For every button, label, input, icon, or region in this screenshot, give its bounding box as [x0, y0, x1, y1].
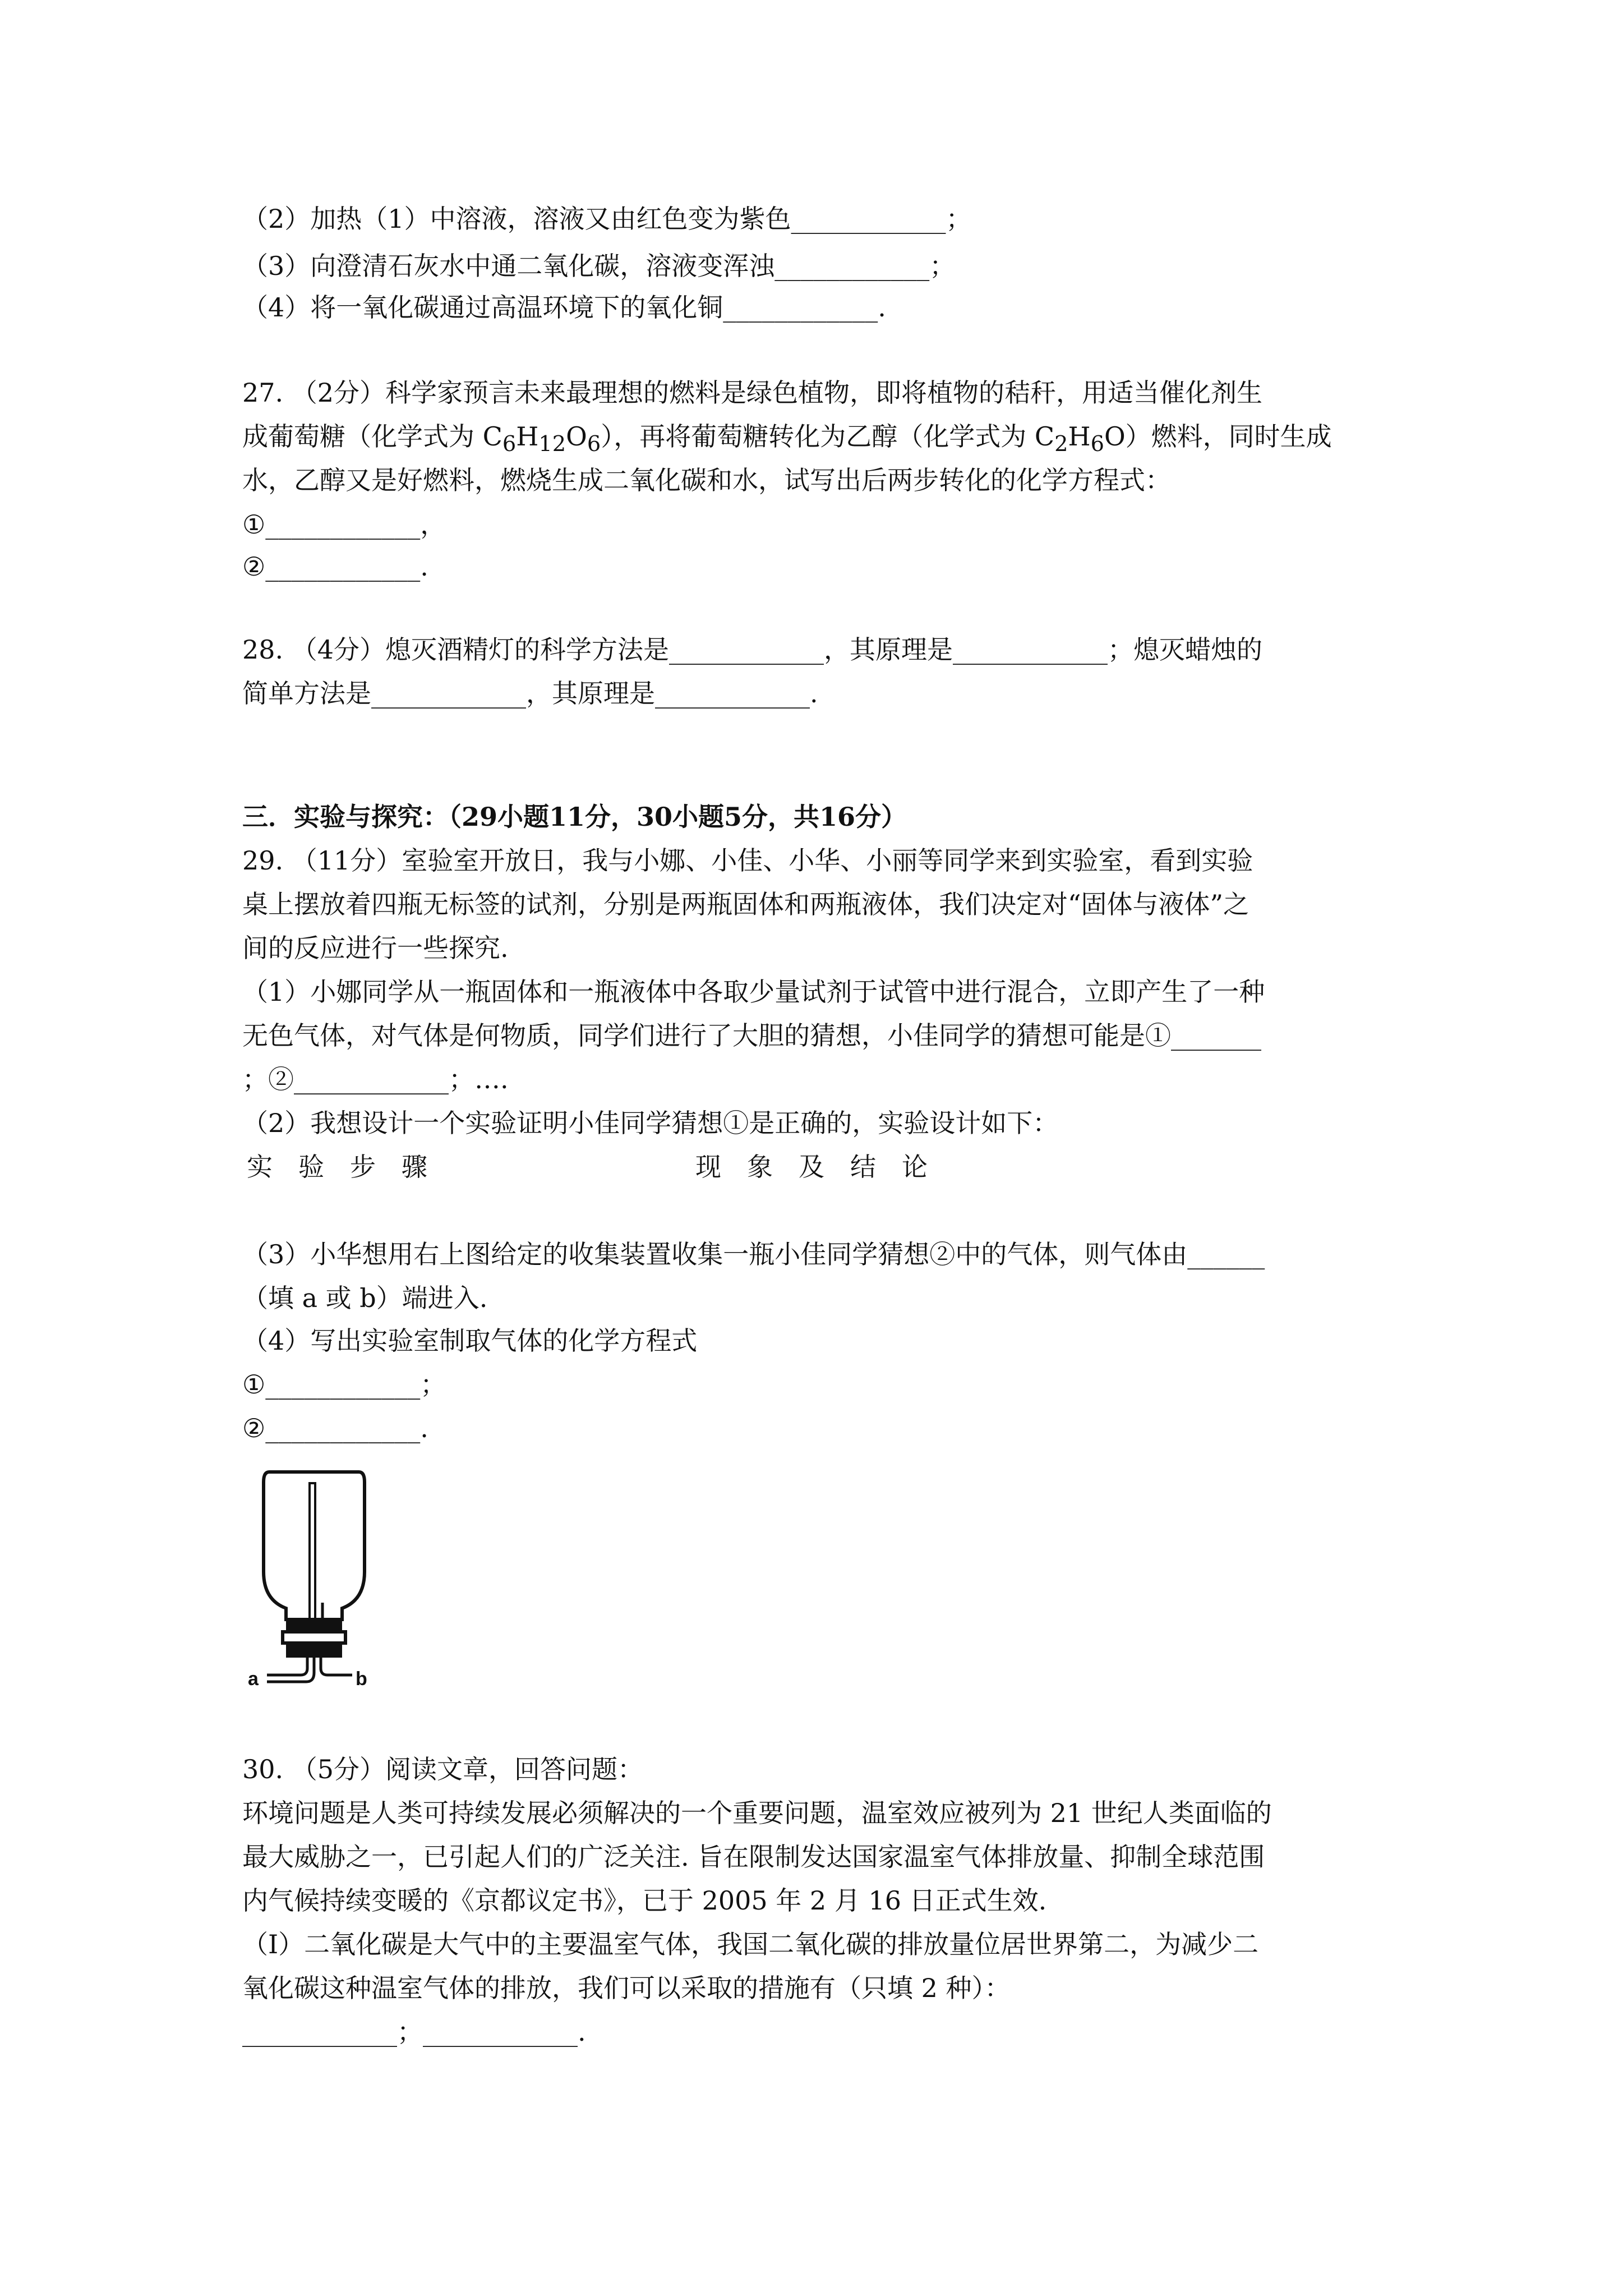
q27-text-a: 成葡萄糖（化学式为 C — [242, 421, 502, 452]
q28-line1: 28. （4分）熄灭酒精灯的科学方法是____________，其原理是____________；熄灭蜡烛的 — [242, 634, 1263, 665]
subscript: 12 — [538, 431, 566, 457]
q28-line2: 简单方法是____________，其原理是____________. — [242, 678, 818, 708]
q26-part2: （2）加热（1）中溶液，溶液又由红色变为紫色____________； — [242, 204, 972, 234]
table-header-steps: 实 验 步 骤 — [247, 1152, 427, 1182]
q27-answer-2: ②____________. — [242, 551, 428, 582]
q29-line2: 桌上摆放着四瓶无标签的试剂，分别是两瓶固体和两瓶液体，我们决定对“固体与液体”之 — [242, 889, 1249, 919]
q29-answer-2: ②____________. — [242, 1413, 428, 1443]
q30-p1-line2: 氧化碳这种温室气体的排放，我们可以采取的措施有（只填 2 种）： — [242, 1973, 1011, 2003]
q30-p1-line3: ____________；____________. — [242, 2017, 586, 2047]
q26-part3: （3）向澄清石灰水中通二氧化碳，溶液变浑浊____________； — [242, 251, 956, 281]
q29-p3-line2: （填 a 或 b）端进入. — [242, 1283, 488, 1313]
q29-p3-line1: （3）小华想用右上图给定的收集装置收集一瓶小佳同学猜想②中的气体，则气体由______ — [242, 1239, 1265, 1269]
subscript: 2 — [1054, 431, 1068, 457]
q29-p1-line1: （1）小娜同学从一瓶固体和一瓶液体中各取少量试剂于试管中进行混合，立即产生了一种 — [242, 977, 1265, 1007]
q29-p1-line2: 无色气体，对气体是何物质，同学们进行了大胆的猜想，小佳同学的猜想可能是①_______ — [242, 1020, 1261, 1051]
q30-line1: 30. （5分）阅读文章，回答问题： — [242, 1754, 644, 1784]
tube-a — [267, 1658, 307, 1675]
q27-line1: 27. （2分）科学家预言未来最理想的燃料是绿色植物，即将植物的秸秆，用适当催化剂生 — [242, 378, 1263, 408]
q27-line3: 水，乙醇又是好燃料，燃烧生成二氧化碳和水，试写出后两步转化的化学方程式： — [242, 465, 1171, 495]
q27-line2 — [242, 420, 1332, 457]
q29-line3: 间的反应进行一些探究. — [242, 933, 509, 963]
q30-line4: 内气候持续变暖的《京都议定书》，已于 2005 年 2 月 16 日正式生效. — [242, 1885, 1047, 1916]
q27-answer-1: ①____________， — [242, 509, 446, 540]
formula-o: O — [566, 421, 587, 452]
q29-p2-line1: （2）我想设计一个实验证明小佳同学猜想①是正确的，实验设计如下： — [242, 1108, 1059, 1138]
stopper-band — [283, 1632, 345, 1643]
stopper-bottom — [286, 1643, 342, 1658]
long-tube — [310, 1483, 315, 1623]
formula-h: H — [516, 421, 539, 452]
q29-p1-line3: ；②____________；…. — [242, 1064, 509, 1094]
label-b: b — [356, 1668, 367, 1690]
section-heading: 三．实验与探究：（29小题11分，30小题5分，共16分） — [242, 802, 907, 832]
formula-h: H — [1068, 421, 1091, 452]
subscript: 6 — [587, 431, 601, 457]
subscript: 6 — [1090, 431, 1104, 457]
q30-p1-line1: （Ⅰ）二氧化碳是大气中的主要温室气体，我国二氧化碳的排放量位居世界第二，为减少二 — [242, 1929, 1259, 1959]
q26-part4: （4）将一氧化碳通过高温环境下的氧化铜____________. — [242, 292, 886, 323]
q29-p4-line1: （4）写出实验室制取气体的化学方程式 — [242, 1326, 698, 1356]
tube-b — [321, 1658, 352, 1675]
gas-bottle-diagram — [247, 1460, 381, 1695]
table-header-results: 现 象 及 结 论 — [695, 1152, 928, 1182]
subscript: 6 — [502, 431, 517, 457]
gas-collection-bottle-figure — [247, 1460, 381, 1695]
label-a: a — [248, 1668, 259, 1690]
stopper-top — [286, 1619, 342, 1632]
q30-line3: 最大威胁之一，已引起人们的广泛关注. 旨在限制发达国家温室气体排放量、抑制全球范围 — [242, 1842, 1265, 1872]
q27-text-b: ），再将葡萄糖转化为乙醇（化学式为 C — [601, 421, 1055, 452]
q29-answer-1: ①____________； — [242, 1369, 446, 1400]
q29-line1: 29. （11分）室验室开放日，我与小娜、小佳、小华、小丽等同学来到实验室，看到实验 — [242, 845, 1253, 876]
q30-line2: 环境问题是人类可持续发展必须解决的一个重要问题，温室效应被列为 21 世纪人类面临的 — [242, 1798, 1272, 1828]
q27-text-c: O）燃料，同时生成 — [1104, 421, 1332, 452]
